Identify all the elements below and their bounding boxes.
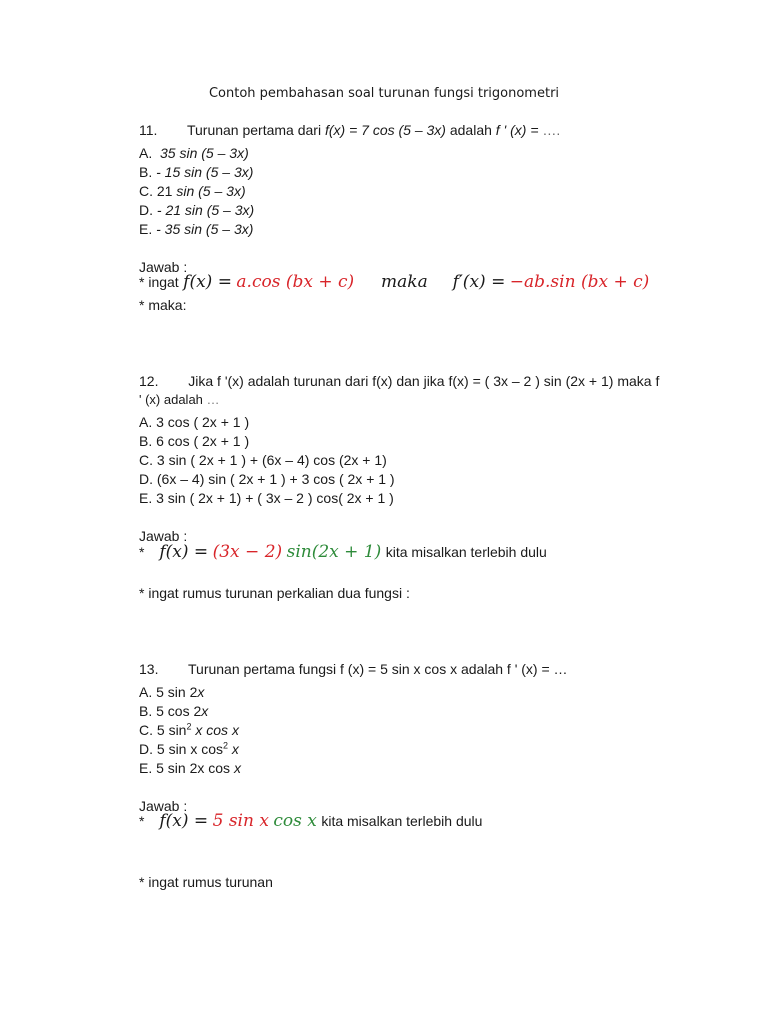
q11-option-e: E. - 35 sin (5 – 3x) (139, 221, 254, 237)
q12-ingat: * ingat rumus turunan perkalian dua fungsi : (139, 585, 410, 601)
q12-stem-line2: ' (x) adalah … (139, 392, 220, 407)
page-title: Contoh pembahasan soal turunan fungsi trigonometri (208, 86, 560, 101)
q12-option-d: D. (6x – 4) sin ( 2x + 1 ) + 3 cos ( 2x + 1 ) (139, 471, 395, 487)
q13-formula: * f(x) = 5 sin x cos x kita misalkan terlebih dulu (139, 811, 483, 831)
q13-option-d: D. 5 sin x $\cos^2 x$ (139, 740, 239, 757)
q12-option-b: B. 6 cos ( 2x + 1 ) (139, 433, 250, 449)
q11-ingat-formula: * ingat f(x) = a.cos (bx + c) maka f′(x) = −ab.sin (bx + c) (139, 272, 650, 292)
q12-stem: 12. Jika f '(x) adalah turunan dari f(x) dan jika f(x) = ( 3x – 2 ) sin (2x + 1) maka f (139, 373, 660, 389)
q12-option-c: C. 3 sin ( 2x + 1 ) + (6x – 4) cos (2x + 1) (139, 452, 387, 468)
q13-number: 13. (139, 661, 159, 677)
q12-formula: * f(x) = (3x − 2) sin(2x + 1) kita misalkan terlebih dulu (139, 542, 547, 562)
q12-option-a: A. 3 cos ( 2x + 1 ) (139, 414, 250, 430)
q11-option-a: A. 35 sin (5 – 3x) (139, 145, 249, 161)
q12-number: 12. (139, 373, 159, 389)
q11-maka: * maka: (139, 297, 187, 313)
q12-jawab: Jawab : (139, 528, 188, 544)
q11-jawab: Jawab : (139, 259, 188, 275)
q11-option-c: C. 21 sin (5 – 3x) (139, 183, 246, 199)
q13-option-c: C. 5 $\sin^2 x$ cos x (139, 721, 239, 738)
q11-number: 11. (139, 122, 158, 138)
q13-jawab: Jawab : (139, 798, 188, 814)
q13-option-a: A. 5 sin 2x (139, 684, 205, 700)
q11-option-b: B. - 15 sin (5 – 3x) (139, 164, 254, 180)
q11-stem: 11. Turunan pertama dari f(x) = 7 cos (5 – 3x) adalah f ' (x) = …. (139, 122, 561, 138)
q13-ingat: * ingat rumus turunan (139, 874, 273, 890)
q12-option-e: E. 3 sin ( 2x + 1) + ( 3x – 2 ) cos( 2x + 1 ) (139, 490, 394, 506)
q13-option-b: B. 5 cos 2x (139, 703, 209, 719)
q13-option-e: E. 5 sin 2x cos x (139, 760, 241, 776)
q11-option-d: D. - 21 sin (5 – 3x) (139, 202, 255, 218)
q13-stem: 13. Turunan pertama fungsi f (x) = 5 sin x cos x adalah f ' (x) = … (139, 661, 568, 677)
